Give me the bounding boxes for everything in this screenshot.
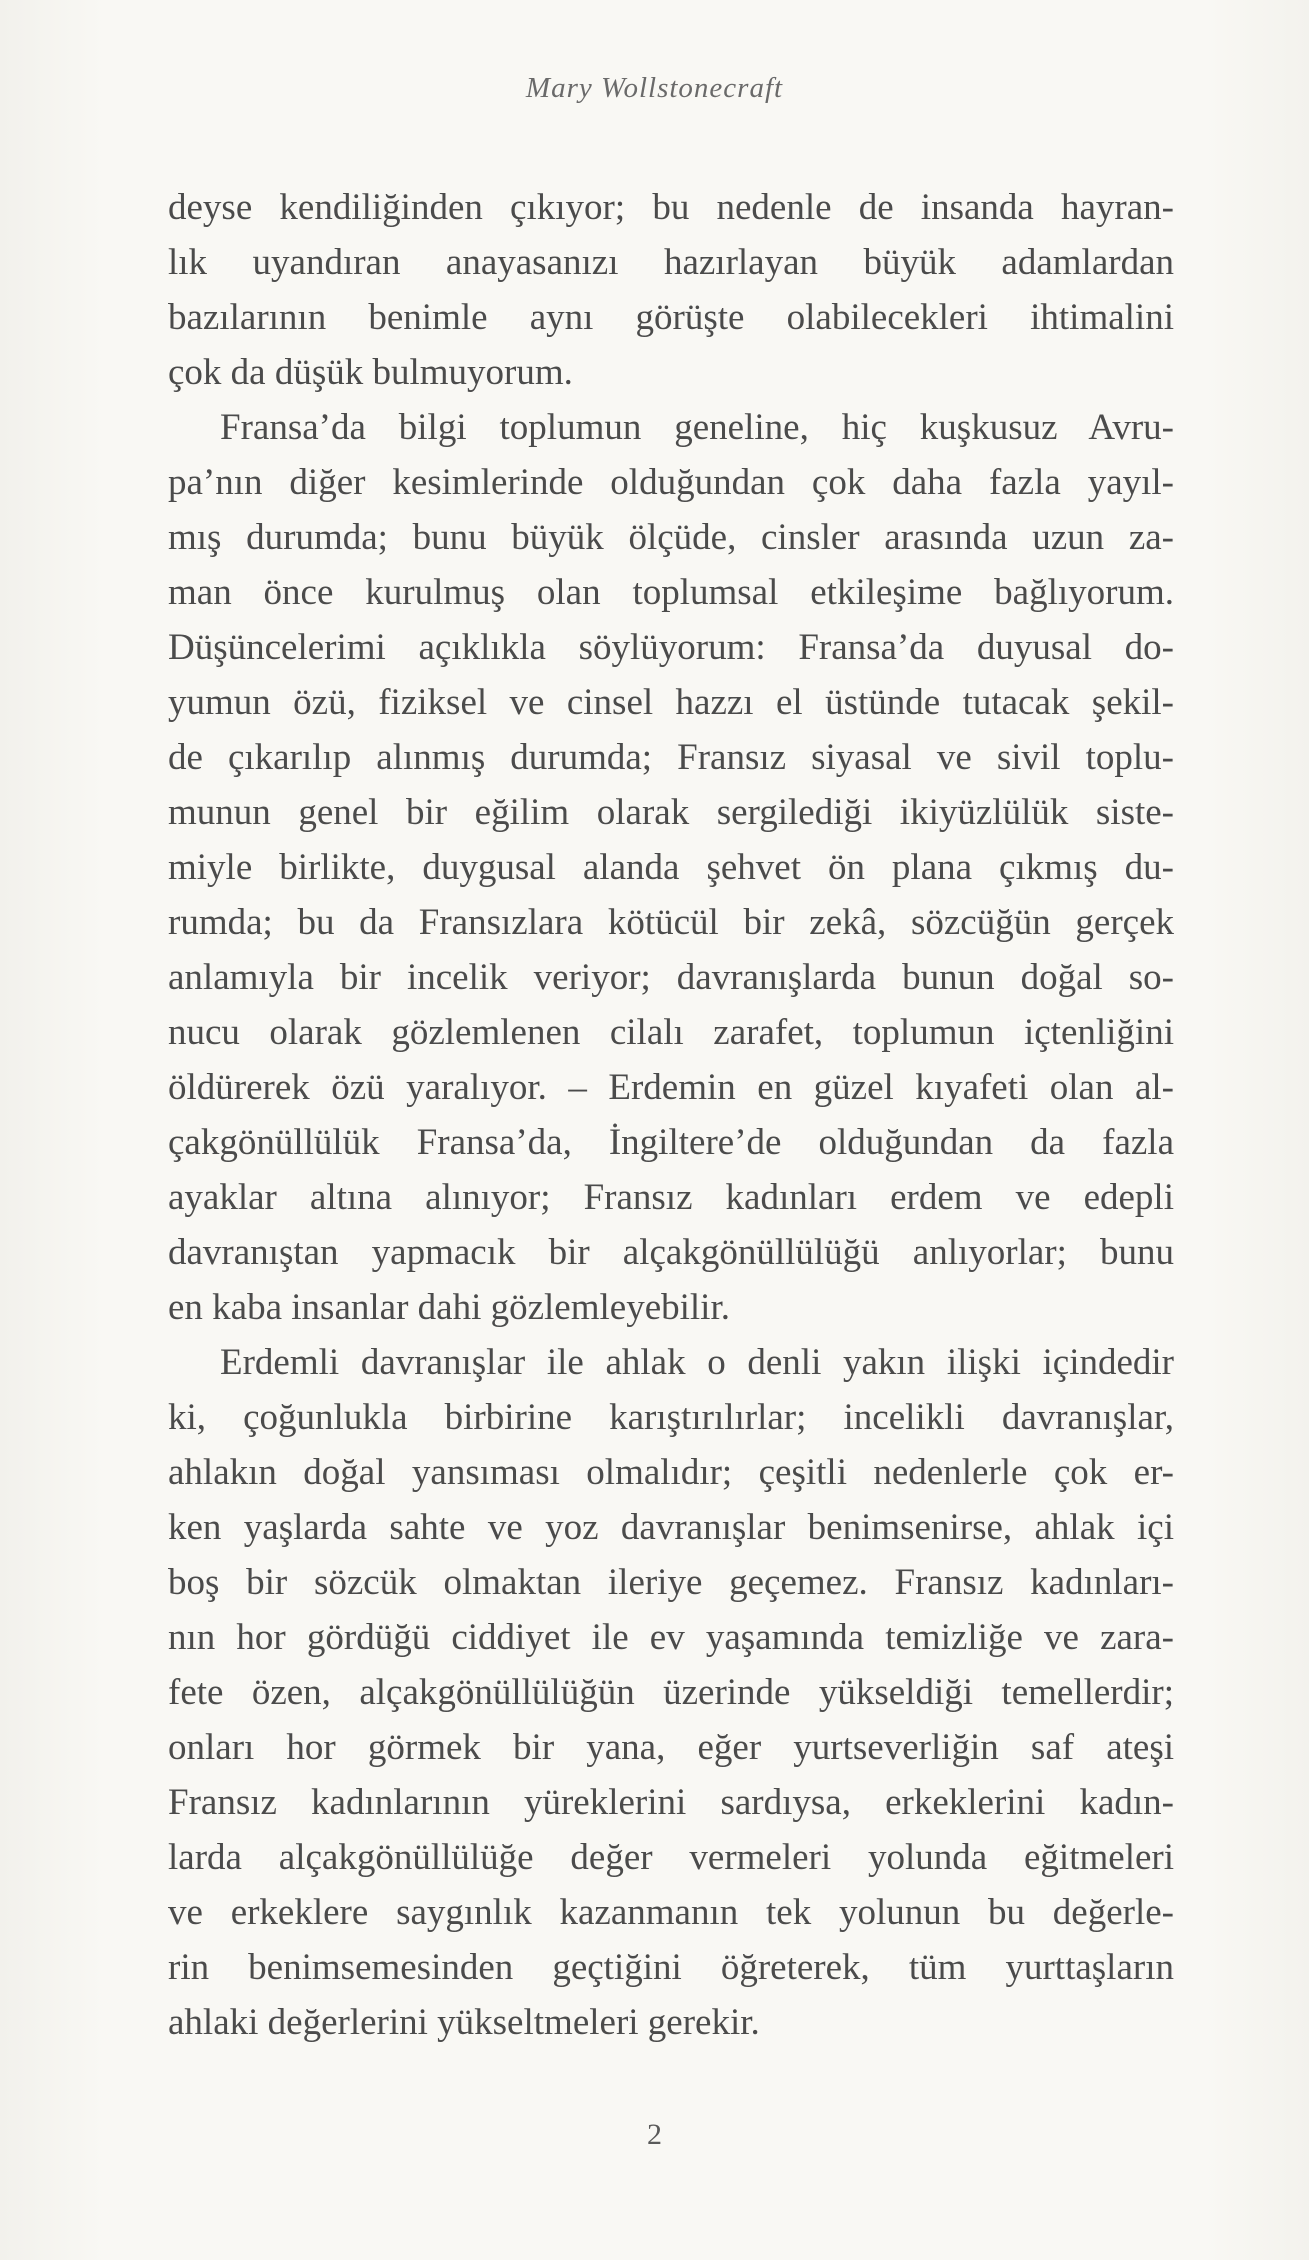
text-line: yumun özü, fiziksel ve cinsel hazzı el üstünde tutacak şekil-	[168, 682, 1174, 723]
body-text	[168, 180, 1174, 2050]
page-number: 2	[647, 2118, 662, 2151]
text-line: fete özen, alçakgönüllülüğün üzerinde yükseldiği temellerdir;	[168, 1672, 1174, 1713]
text-line: ahlakın doğal yansıması olmalıdır; çeşitli nedenlerle çok er-	[168, 1452, 1174, 1493]
text-line: pa’nın diğer kesimlerinde olduğundan çok daha fazla yayıl-	[168, 462, 1174, 503]
text-line: ahlaki değerlerini yükseltmeleri gerekir.	[168, 2002, 760, 2043]
text-line: bazılarının benimle aynı görüşte olabilecekleri ihtimalini	[168, 297, 1174, 338]
text-line: boş bir sözcük olmaktan ileriye geçemez. Fransız kadınları-	[168, 1562, 1174, 1603]
text-line: nın hor gördüğü ciddiyet ile ev yaşamında temizliğe ve zara-	[168, 1617, 1174, 1658]
text-line: lık uyandıran anayasanızı hazırlayan büyük adamlardan	[168, 242, 1174, 283]
paragraph	[168, 400, 1174, 1335]
paragraph	[168, 1335, 1174, 2050]
text-line: çok da düşük bulmuyorum.	[168, 352, 573, 393]
text-line: larda alçakgönüllülüğe değer vermeleri yolunda eğitmeleri	[168, 1837, 1174, 1878]
text-line: rumda; bu da Fransızlara kötücül bir zekâ, sözcüğün gerçek	[168, 902, 1174, 943]
text-line: mış durumda; bunu büyük ölçüde, cinsler arasında uzun za-	[168, 517, 1174, 558]
text-line: rin benimsemesinden geçtiğini öğreterek, tüm yurttaşların	[168, 1947, 1174, 1988]
text-line: öldürerek özü yaralıyor. – Erdemin en güzel kıyafeti olan al-	[168, 1067, 1174, 1108]
text-line: Erdemli davranışlar ile ahlak o denli yakın ilişki içindedir	[220, 1342, 1174, 1383]
text-line: deyse kendiliğinden çıkıyor; bu nedenle de insanda hayran-	[168, 187, 1174, 228]
text-line: en kaba insanlar dahi gözlemleyebilir.	[168, 1287, 730, 1328]
text-line: ki, çoğunlukla birbirine karıştırılırlar; incelikli davranışlar,	[168, 1397, 1174, 1438]
text-line: ve erkeklere saygınlık kazanmanın tek yolunun bu değerle-	[168, 1892, 1174, 1933]
text-line: Fransa’da bilgi toplumun geneline, hiç kuşkusuz Avru-	[220, 407, 1174, 448]
text-line: çakgönüllülük Fransa’da, İngiltere’de olduğundan da fazla	[168, 1122, 1174, 1163]
paragraph	[168, 180, 1174, 400]
text-line: Fransız kadınlarının yüreklerini sardıysa, erkeklerini kadın-	[168, 1782, 1174, 1823]
text-line: Düşüncelerimi açıklıkla söylüyorum: Fransa’da duyusal do-	[168, 627, 1174, 668]
running-head: Mary Wollstonecraft	[525, 72, 784, 104]
text-line: miyle birlikte, duygusal alanda şehvet ön plana çıkmış du-	[168, 847, 1174, 888]
text-line: ken yaşlarda sahte ve yoz davranışlar benimsenirse, ahlak içi	[168, 1507, 1174, 1548]
text-line: davranıştan yapmacık bir alçakgönüllülüğü anlıyorlar; bunu	[168, 1232, 1174, 1273]
text-line: munun genel bir eğilim olarak sergilediği ikiyüzlülük siste-	[168, 792, 1174, 833]
text-line: anlamıyla bir incelik veriyor; davranışlarda bunun doğal so-	[168, 957, 1174, 998]
text-line: nucu olarak gözlemlenen cilalı zarafet, toplumun içtenliğini	[168, 1012, 1174, 1053]
text-line: ayaklar altına alınıyor; Fransız kadınları erdem ve edepli	[168, 1177, 1174, 1218]
text-line: onları hor görmek bir yana, eğer yurtseverliğin saf ateşi	[168, 1727, 1174, 1768]
text-line: de çıkarılıp alınmış durumda; Fransız siyasal ve sivil toplu-	[168, 737, 1174, 778]
text-line: man önce kurulmuş olan toplumsal etkileşime bağlıyorum.	[168, 572, 1174, 613]
